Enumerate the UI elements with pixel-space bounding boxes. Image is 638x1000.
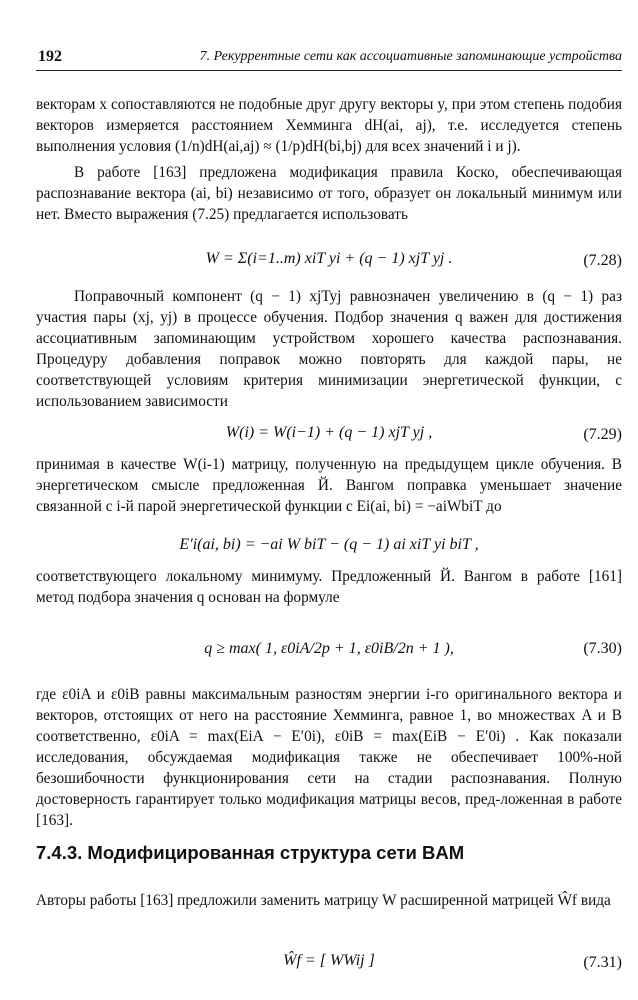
paragraph-6: где ε0iA и ε0iB равны максимальным разностям энергии i-го оригинального вектора и векторов, отстоящих от него на расстояние Хемминга, равное 1, во множествах A и B соответственно, ε0iA = max(EiA − E′0i), ε0iB = max(EiB − E′0i) . Как показали исследования, обсуждаемая модификация также не обеспечивает 100%-ной безошибочности функционирования сети на стадии распознавания. Полную достоверность гарантирует только модификация матрицы весов, пред-ложенная в работе [163]. [36, 686, 622, 829]
equation-7-29-expr: W(i) = W(i−1) + (q − 1) xjT yj , [225, 424, 433, 441]
equation-7-30-number: (7.30) [583, 640, 622, 657]
paragraph-3: Поправочный компонент (q − 1) xjTyj равнозначен увеличению в (q − 1) раз участия пары (xj, yj) в процессе обучения. Подбор значения q важен для достижения ассоциативным запоминающим устройством хорошего качества распознавания. Процедуру добавления поправок можно повторять для каждой пары, не соответствующей условиям критерия минимизации энергетической функции, с использованием зависимости [36, 288, 622, 410]
equation-energy [36, 530, 622, 570]
section-heading: 7.4.3. Модифицированная структура сети BAM [36, 842, 465, 863]
page-header [36, 46, 622, 71]
page-number: 192 [38, 48, 62, 65]
equation-7-28-number: (7.28) [583, 252, 622, 269]
paragraph-2: В работе [163] предложена модификация правила Коско, обеспечивающая распознавание вектора (ai, bi) независимо от того, образует он локальный минимум или нет. Вместо выражения (7.25) предлагается использовать [36, 164, 622, 223]
paragraph-1: векторам x сопоставляются не подобные друг другу векторы y, при этом степень подобия векторов измеряется расстоянием Хемминга dH(ai, aj), т.е. исследуется степень выполнения условия (1/n)dH(ai,aj) ≈ (1/p)dH(bi,bj) для всех значений i и j). [36, 96, 622, 155]
equation-7-31 [36, 946, 622, 986]
equation-7-30 [36, 626, 622, 676]
equation-7-30-expr: q ≥ max( 1, ε0iA/2p + 1, ε0iB/2n + 1 ), [204, 640, 454, 657]
equation-7-28 [36, 244, 622, 284]
equation-7-31-number: (7.31) [583, 954, 622, 971]
equation-7-29-number: (7.29) [583, 426, 622, 443]
paragraph-7: Авторы работы [163] предложили заменить матрицу W расширенной матрицей Ŵf вида [36, 892, 611, 909]
equation-energy-expr: E′i(ai, bi) = −ai W biT − (q − 1) ai xiT yi biT , [179, 536, 479, 553]
equation-7-31-expr: Ŵf = [ WWij ] [283, 952, 375, 969]
paragraph-4: принимая в качестве W(i-1) матрицу, полученную на предыдущем цикле обучения. В энергетическом смысле предложенная Й. Вангом поправка уменьшает значение связанной с i-й парой энергетической функции с Ei(ai, bi) = −aiWbiT до [36, 456, 622, 515]
paragraph-5: соответствующего локальному минимуму. Предложенный Й. Вангом в работе [161] метод подбора значения q основан на формуле [36, 568, 622, 606]
equation-7-28-expr: W = Σ(i=1..m) xiT yi + (q − 1) xjT yj . [205, 250, 453, 267]
equation-7-29 [36, 418, 622, 458]
running-title: 7. Рекуррентные сети как ассоциативные запоминающие устройства [199, 49, 622, 64]
